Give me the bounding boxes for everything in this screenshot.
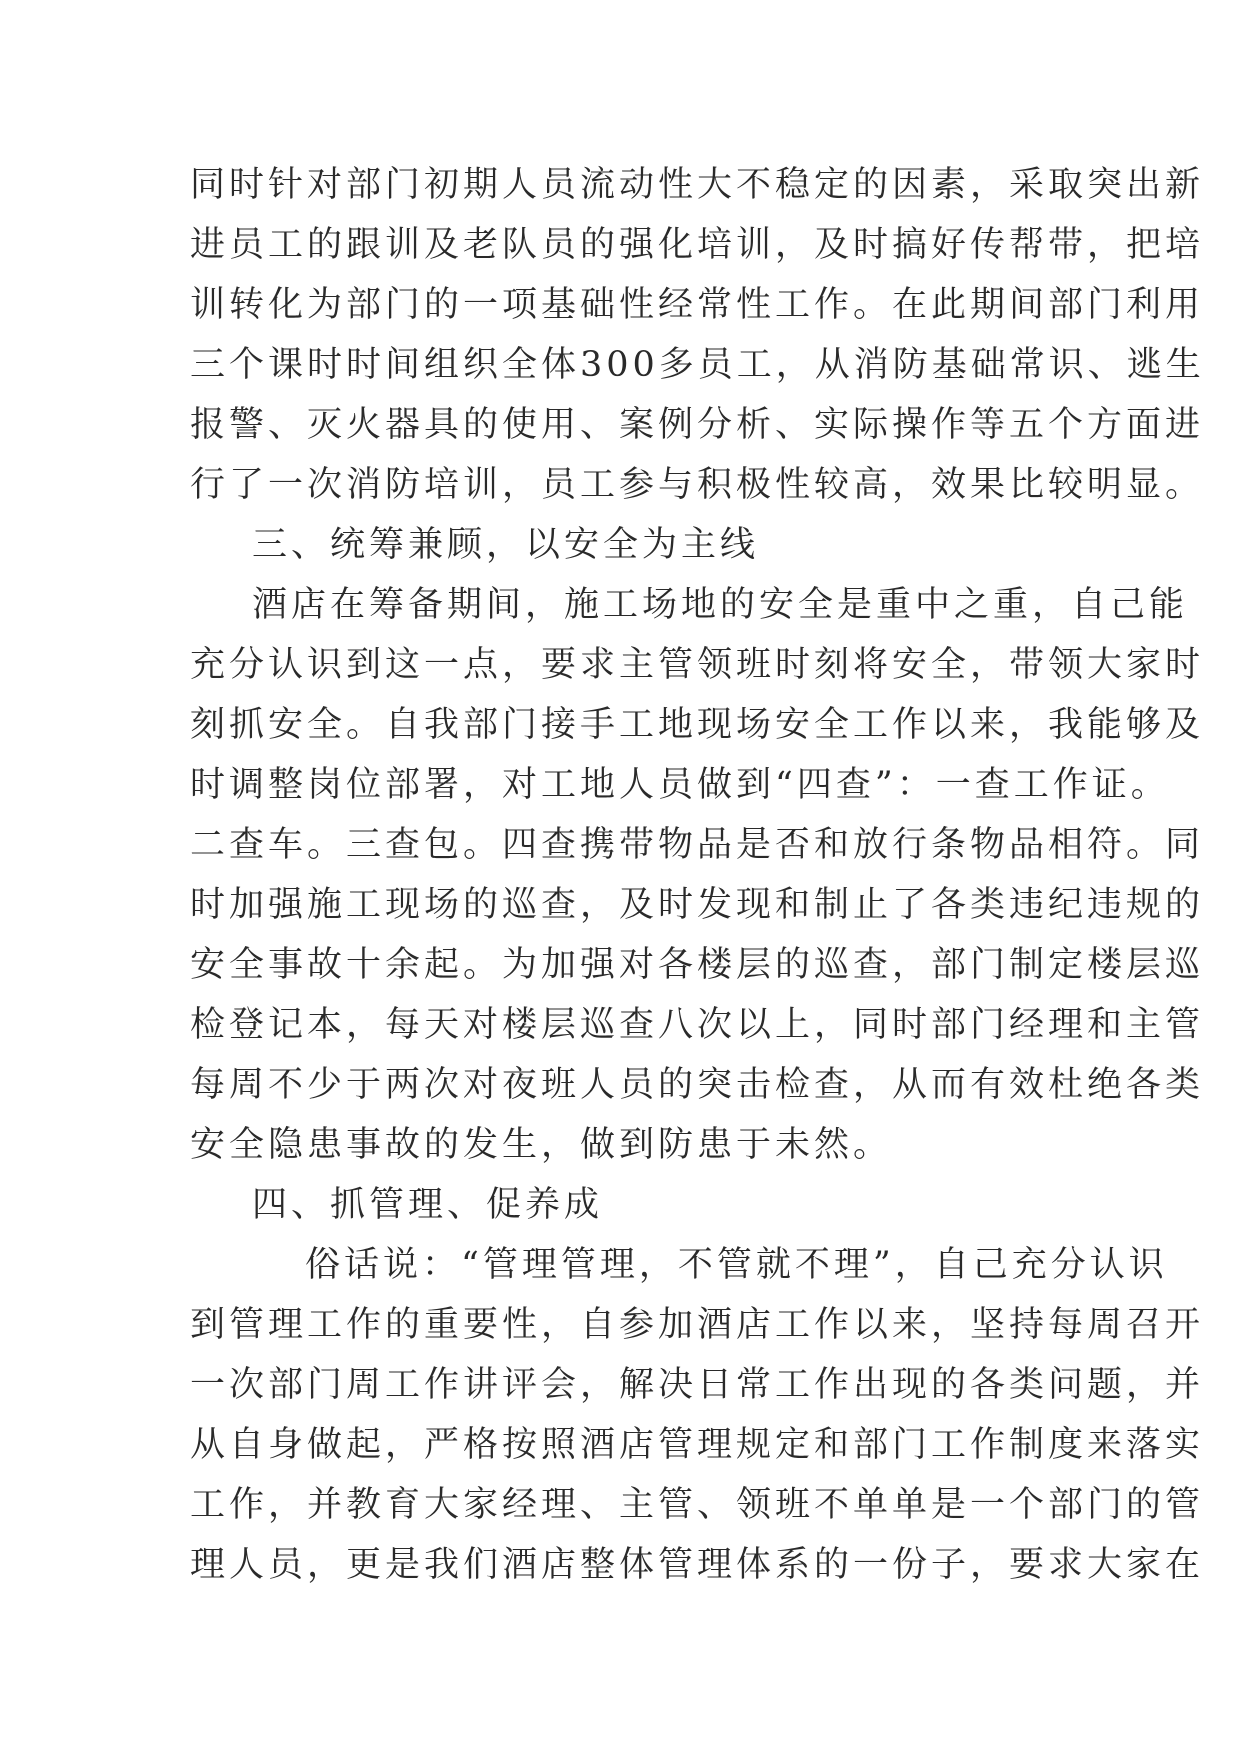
body-text (190, 155, 1205, 1595)
text-line: 一次部门周工作讲评会，解决日常工作出现的各类问题，并 (190, 1365, 1205, 1405)
text-line: 安全事故十余起。为加强对各楼层的巡查，部门制定楼层巡 (190, 945, 1205, 985)
text-line: 时加强施工现场的巡查，及时发现和制止了各类违纪违规的 (190, 885, 1205, 925)
text-line: 进员工的跟训及老队员的强化培训，及时搞好传帮带，把培 (190, 225, 1205, 265)
section-heading: 三、统筹兼顾，以安全为主线 (252, 525, 760, 565)
text-line: 刻抓安全。自我部门接手工地现场安全工作以来，我能够及 (190, 705, 1205, 745)
text-line: 从自身做起，严格按照酒店管理规定和部门工作制度来落实 (190, 1425, 1205, 1465)
text-line: 报警、灭火器具的使用、案例分析、实际操作等五个方面进 (190, 405, 1205, 445)
section-heading: 四、抓管理、促养成 (252, 1185, 604, 1225)
text-line: 安全隐患事故的发生，做到防患于未然。 (190, 1125, 893, 1165)
text-line: 到管理工作的重要性，自参加酒店工作以来，坚持每周召开 (190, 1305, 1205, 1345)
text-line: 充分认识到这一点，要求主管领班时刻将安全，带领大家时 (190, 645, 1205, 685)
text-line: 同时针对部门初期人员流动性大不稳定的因素，采取突出新 (190, 165, 1205, 205)
text-line: 俗话说：“管理管理，不管就不理”，自己充分认识 (305, 1245, 1168, 1285)
text-line: 检登记本，每天对楼层巡查八次以上，同时部门经理和主管 (190, 1005, 1205, 1045)
text-line: 每周不少于两次对夜班人员的突击检查，从而有效杜绝各类 (190, 1065, 1205, 1105)
text-line: 时调整岗位部署，对工地人员做到“四查”：一查工作证。 (190, 765, 1170, 805)
text-line: 训转化为部门的一项基础性经常性工作。在此期间部门利用 (190, 285, 1205, 325)
text-line: 工作，并教育大家经理、主管、领班不单单是一个部门的管 (190, 1485, 1205, 1525)
text-line: 三个课时时间组织全体300多员工，从消防基础常识、逃生 (190, 345, 1205, 385)
text-line: 理人员，更是我们酒店整体管理体系的一份子，要求大家在 (190, 1545, 1205, 1585)
text-line: 行了一次消防培训，员工参与积极性较高，效果比较明显。 (190, 465, 1205, 505)
text-line: 酒店在筹备期间，施工场地的安全是重中之重，自己能 (252, 585, 1189, 625)
text-line: 二查车。三查包。四查携带物品是否和放行条物品相符。同 (190, 825, 1205, 865)
